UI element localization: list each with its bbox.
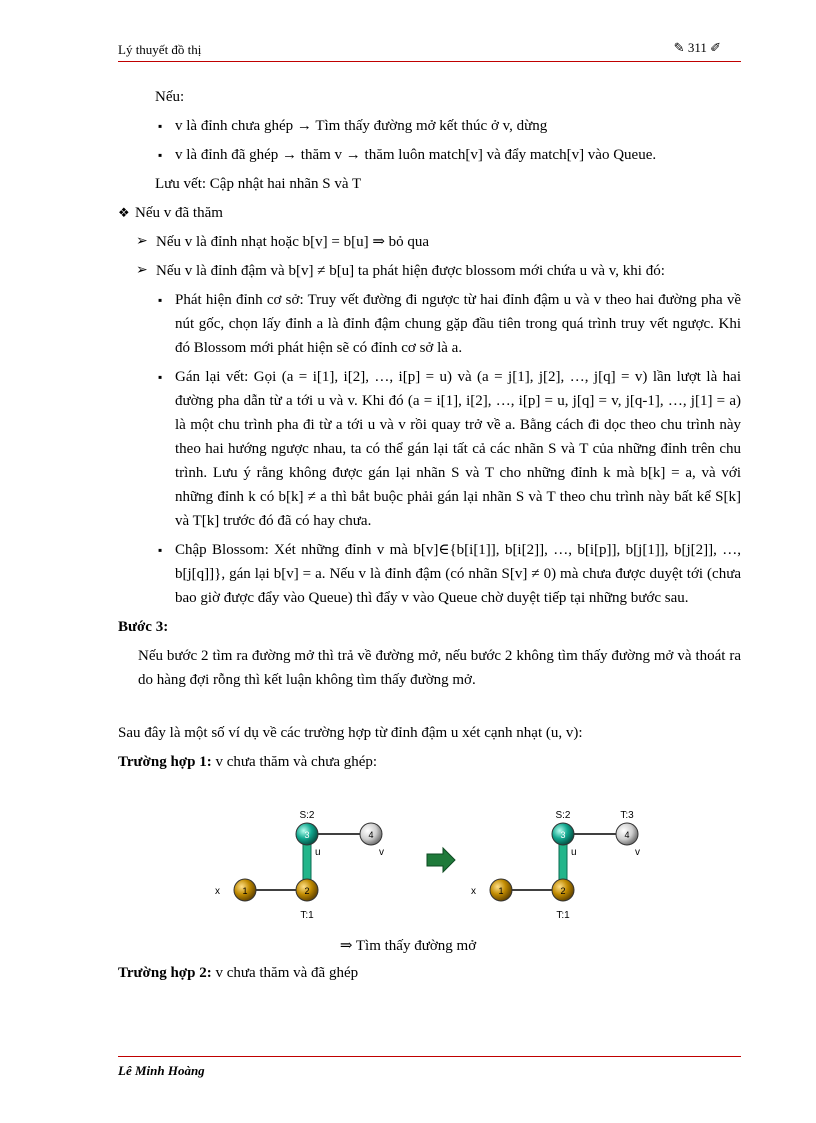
right-node2-id: 2 (560, 886, 566, 896)
right-node4-label: T:3 (620, 810, 634, 821)
visited-header: ❖ Nếu v đã thăm (118, 201, 741, 225)
bullet-matched: ▪ v là đỉnh đã ghép → thăm v → thăm luôn match[v] và đẩy match[v] vào Queue. (118, 143, 741, 167)
right-node4-sub: v (635, 847, 640, 858)
page-footer (118, 1056, 741, 1086)
spacer (118, 697, 741, 721)
case1-line (118, 750, 741, 774)
footer-author: Lê Minh Hoàng (118, 1063, 205, 1078)
transform-arrow-icon (427, 848, 455, 872)
case1-caption: ⇒ Tìm thấy đường mở (339, 938, 477, 954)
case2-desc: v chưa thăm và đã ghép (211, 965, 359, 981)
case1-title: Trường hợp 1: (118, 754, 212, 770)
header-rule (118, 61, 741, 62)
page-header (118, 40, 741, 64)
trace-update: Lưu vết: Cập nhật hai nhãn S và T (155, 176, 362, 192)
step3-text: Nếu bước 2 tìm ra đường mở thì trả về đường mở, nếu bước 2 không tìm thấy đường mở và thoát ra do hàng đợi rỗng thì kết luận không tìm thấy đường mở. (138, 648, 741, 688)
sub-reassign-trace: ▪ Gán lại vết: Gọi (a = i[1], i[2], …, i[p] = u) và (a = j[1], j[2], …, j[q] = v) lần lượt là hai đường pha dẫn từ a tới u và v. Khi đó (a = i[1], i[2], …, i[p] = u, j[q] = v, j[q-1], …, j[1] = a) là một chu trình pha đi từ a tới u và v rồi quay trở về a. Bằng cách đi dọc theo chu trình này theo hai hướng ngược nhau, ta có thể gán lại tất cả các nhãn S và T của những đỉnh trên chu trình. Lưu ý rằng không được gán lại nhãn S và T cho những đỉnh k mà b[k] = a, và với những đỉnh k có b[k] ≠ a thì bắt buộc phải gán lại nhãn S và T theo chu trình này bất kể S[k] và T[k] trước đó đã có hay chưa. (118, 365, 741, 533)
page-number: ✎ 311 ✐ (673, 40, 721, 55)
case2-title: Trường hợp 2: (118, 965, 212, 981)
left-node1-label: x (215, 886, 220, 897)
case2-line (118, 965, 358, 982)
left-node4-label: v (379, 847, 384, 858)
right-node2-label: T:1 (556, 910, 570, 921)
examples-intro: Sau đây là một số ví dụ về các trường hợp từ đỉnh đậm u xét cạnh nhạt (u, v): (118, 725, 583, 741)
left-node2-label: T:1 (300, 910, 314, 921)
arrow-item-skip: ➢ Nếu v là đỉnh nhạt hoặc b[v] = b[u] ⇒ bỏ qua (118, 230, 741, 254)
left-node2-id: 2 (304, 886, 310, 896)
left-node3-id: 3 (304, 830, 310, 840)
footer-rule (118, 1056, 741, 1057)
arrow-item-blossom: ➢ Nếu v là đỉnh đậm và b[v] ≠ b[u] ta phát hiện được blossom mới chứa u và v, khi đó: (118, 259, 741, 283)
page-content (118, 85, 741, 779)
right-graph (471, 810, 640, 921)
right-node3-label: S:2 (555, 810, 571, 821)
neu-label: Nếu: (155, 89, 185, 105)
right-node4-id: 4 (624, 830, 630, 840)
right-node3-id: 3 (560, 830, 566, 840)
sub-base-vertex: ▪ Phát hiện đỉnh cơ sở: Truy vết đường đi ngược từ hai đỉnh đậm u và v theo hai đường pha về nút gốc, chọn lấy đỉnh a là đỉnh đậm chung gặp đầu tiên trong quá trình truy vết ngược. Khi đó Blossom mới phát hiện sẽ có đỉnh cơ sở là a. (118, 288, 741, 360)
page-number-value: 311 (687, 40, 707, 55)
right-node3-sub: u (571, 847, 577, 858)
right-node1-id: 1 (498, 886, 504, 896)
left-node3-label: S:2 (299, 810, 315, 821)
left-node1-id: 1 (242, 886, 248, 896)
left-node3-sub: u (315, 847, 321, 858)
sub-contract-blossom: ▪ Chập Blossom: Xét những đỉnh v mà b[v]∈{b[i[1]], b[i[2]], …, b[i[p]], b[j[1]], b[j[2]], …, b[j[q]]}, gán lại b[v] = a. Nếu v là đỉnh đậm (có nhãn S[v] ≠ 0) mà chưa được duyệt tới (chưa bao giờ được đẩy vào Queue) thì đẩy v vào Queue chờ duyệt tiếp tại những bước sau. (118, 538, 741, 610)
bullet-unmatched: ▪ v là đỉnh chưa ghép → Tìm thấy đường mở kết thúc ở v, dừng (118, 114, 741, 138)
case1-desc: v chưa thăm và chưa ghép: (211, 754, 378, 770)
left-node4-id: 4 (368, 830, 374, 840)
right-node1-label: x (471, 886, 476, 897)
left-graph (215, 810, 384, 921)
case1-diagram (205, 808, 655, 926)
step3-title: Bước 3: (118, 619, 169, 635)
header-title: Lý thuyết đồ thị (118, 42, 202, 57)
